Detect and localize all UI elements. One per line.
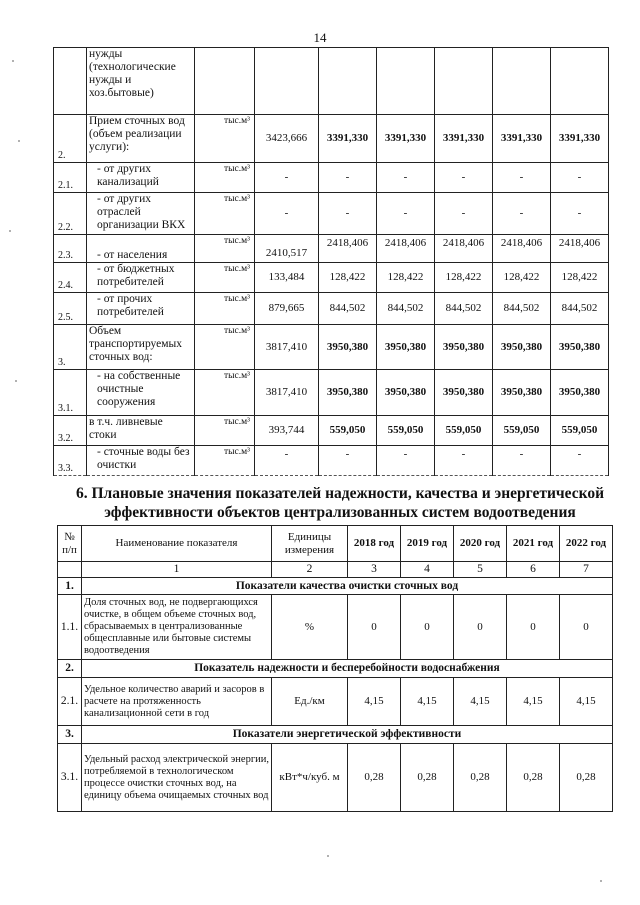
value-cell: -: [493, 163, 551, 193]
value-cell: 0: [507, 595, 560, 660]
indicator-unit: %: [272, 595, 348, 660]
row-number: 2.1.: [58, 678, 82, 726]
section-row: [58, 726, 613, 744]
row-name: - сточные воды без очистки: [87, 446, 195, 476]
value-cell: -: [435, 193, 493, 235]
value-cell: 559,050: [551, 416, 609, 446]
value-cell: 3950,380: [435, 370, 493, 416]
table-row: [54, 293, 609, 325]
value-cell: [493, 48, 551, 115]
value-cell: -: [551, 193, 609, 235]
value-cell: 128,422: [551, 263, 609, 293]
row-number: 2.3.: [54, 235, 87, 263]
value-cell: 3817,410: [255, 370, 319, 416]
column-number: [58, 562, 82, 578]
value-cell: 2418,406: [493, 235, 551, 263]
table-row: [54, 446, 609, 476]
header-year: 2021 год: [507, 526, 560, 562]
row-name: - от других отраслей организации ВКХ: [87, 193, 195, 235]
row-unit: тыс.м³: [195, 370, 255, 416]
value-cell: -: [551, 163, 609, 193]
row-number: 3.1.: [58, 744, 82, 812]
value-cell: 133,484: [255, 263, 319, 293]
value-cell: -: [255, 163, 319, 193]
wastewater-volume-table: [53, 47, 609, 476]
value-cell: [551, 48, 609, 115]
value-cell: 2418,406: [551, 235, 609, 263]
section-heading: Показатели качества очистки сточных вод: [82, 578, 613, 595]
value-cell: 3950,380: [493, 325, 551, 370]
table-row: [54, 416, 609, 446]
scan-speck: [327, 855, 329, 857]
value-cell: 3950,380: [551, 370, 609, 416]
column-number: 2: [272, 562, 348, 578]
row-number: 2.2.: [54, 193, 87, 235]
row-name: - от населения: [87, 235, 195, 263]
value-cell: 0: [454, 595, 507, 660]
indicator-unit: кВт*ч/куб. м: [272, 744, 348, 812]
header-year: 2022 год: [560, 526, 613, 562]
row-number: 3.2.: [54, 416, 87, 446]
value-cell: 128,422: [377, 263, 435, 293]
value-cell: 0,28: [401, 744, 454, 812]
row-name: Объем транспортируемых сточных вод:: [87, 325, 195, 370]
value-cell: 0: [401, 595, 454, 660]
value-cell: -: [319, 446, 377, 476]
value-cell: 0,28: [560, 744, 613, 812]
value-cell: 0,28: [454, 744, 507, 812]
page-number: 14: [313, 30, 327, 45]
value-cell: -: [255, 446, 319, 476]
row-unit: тыс.м³: [195, 115, 255, 163]
value-cell: 3817,410: [255, 325, 319, 370]
value-cell: -: [435, 446, 493, 476]
value-cell: -: [493, 193, 551, 235]
header-unit: Единицы измерения: [272, 526, 348, 562]
section-heading: Показатель надежности и бесперебойности водоснабжения: [82, 660, 613, 678]
value-cell: 559,050: [493, 416, 551, 446]
value-cell: 4,15: [507, 678, 560, 726]
row-name: - от бюджетных потребителей: [87, 263, 195, 293]
value-cell: -: [377, 446, 435, 476]
column-number: 6: [507, 562, 560, 578]
value-cell: 2418,406: [319, 235, 377, 263]
value-cell: 844,502: [493, 293, 551, 325]
row-unit: тыс.м³: [195, 325, 255, 370]
header-year: 2018 год: [348, 526, 401, 562]
value-cell: 2410,517: [255, 235, 319, 263]
table-row: [54, 235, 609, 263]
indicators-table: [57, 525, 613, 812]
row-unit: тыс.м³: [195, 293, 255, 325]
value-cell: 3950,380: [377, 370, 435, 416]
value-cell: -: [435, 163, 493, 193]
value-cell: [377, 48, 435, 115]
value-cell: 2418,406: [377, 235, 435, 263]
value-cell: 2418,406: [435, 235, 493, 263]
row-number: 2.4.: [54, 263, 87, 293]
row-name: - на собственные очистные сооружения: [87, 370, 195, 416]
table-row: [54, 115, 609, 163]
row-number: 2.1.: [54, 163, 87, 193]
row-number: [54, 48, 87, 115]
indicator-unit: Ед./км: [272, 678, 348, 726]
row-unit: тыс.м³: [195, 263, 255, 293]
value-cell: 0,28: [507, 744, 560, 812]
table-row: [54, 370, 609, 416]
value-cell: 393,744: [255, 416, 319, 446]
table-row: [54, 325, 609, 370]
row-unit: тыс.м³: [195, 235, 255, 263]
indicator-name: Доля сточных вод, не подвергающихся очистке, в общем объеме сточных вод, сбрасываемых в централизованные общесплавные или бытовые системы водоотведения: [82, 595, 272, 660]
value-cell: 0: [560, 595, 613, 660]
table-row: [58, 678, 613, 726]
value-cell: -: [551, 446, 609, 476]
table-row: [58, 744, 613, 812]
header-year: 2020 год: [454, 526, 507, 562]
value-cell: 3950,380: [551, 325, 609, 370]
value-cell: -: [319, 163, 377, 193]
value-cell: 3391,330: [377, 115, 435, 163]
value-cell: 3950,380: [319, 325, 377, 370]
value-cell: 3950,380: [319, 370, 377, 416]
row-unit: тыс.м³: [195, 193, 255, 235]
section-title: 6. Плановые значения показателей надежности, качества и энергетической эффективности объектов централизованных систем водоотведения: [75, 485, 605, 521]
row-name: нужды (технологические нужды и хоз.бытовые): [87, 48, 195, 115]
table-row: [54, 193, 609, 235]
value-cell: 3391,330: [319, 115, 377, 163]
row-number: 3.3.: [54, 446, 87, 476]
value-cell: 3391,330: [551, 115, 609, 163]
value-cell: -: [493, 446, 551, 476]
column-number: 3: [348, 562, 401, 578]
column-number: 5: [454, 562, 507, 578]
scan-speck: [12, 60, 14, 62]
table-row: [58, 595, 613, 660]
value-cell: 4,15: [348, 678, 401, 726]
header-num: № п/п: [58, 526, 82, 562]
value-cell: -: [255, 193, 319, 235]
row-number: 3.1.: [54, 370, 87, 416]
value-cell: 559,050: [435, 416, 493, 446]
value-cell: 844,502: [377, 293, 435, 325]
value-cell: [319, 48, 377, 115]
value-cell: 3423,666: [255, 115, 319, 163]
scan-speck: [600, 880, 602, 882]
row-name: - от прочих потребителей: [87, 293, 195, 325]
section-row: [58, 578, 613, 595]
row-name: Прием сточных вод (объем реализации услуги):: [87, 115, 195, 163]
value-cell: -: [377, 163, 435, 193]
row-number: 3.: [54, 325, 87, 370]
value-cell: 3391,330: [435, 115, 493, 163]
section-number: 2.: [58, 660, 82, 678]
row-name: - от других канализаций: [87, 163, 195, 193]
row-unit: тыс.м³: [195, 163, 255, 193]
row-number: 1.1.: [58, 595, 82, 660]
header-row: [58, 526, 613, 562]
scan-speck: [9, 230, 11, 232]
table-row: [54, 263, 609, 293]
scan-speck: [18, 140, 20, 142]
section-heading: Показатели энергетической эффективности: [82, 726, 613, 744]
section-number: 3.: [58, 726, 82, 744]
value-cell: -: [319, 193, 377, 235]
value-cell: 4,15: [560, 678, 613, 726]
header-name: Наименование показателя: [82, 526, 272, 562]
value-cell: [435, 48, 493, 115]
value-cell: 559,050: [319, 416, 377, 446]
value-cell: 3950,380: [435, 325, 493, 370]
value-cell: 4,15: [401, 678, 454, 726]
value-cell: 3950,380: [377, 325, 435, 370]
row-unit: тыс.м³: [195, 446, 255, 476]
value-cell: 844,502: [435, 293, 493, 325]
value-cell: 0: [348, 595, 401, 660]
value-cell: 0,28: [348, 744, 401, 812]
section-row: [58, 660, 613, 678]
value-cell: 879,665: [255, 293, 319, 325]
column-number: 4: [401, 562, 454, 578]
value-cell: 128,422: [435, 263, 493, 293]
row-number: 2.: [54, 115, 87, 163]
column-number: 1: [82, 562, 272, 578]
indicator-name: Удельное количество аварий и засоров в расчете на протяженность канализационной сети в год: [82, 678, 272, 726]
header-year: 2019 год: [401, 526, 454, 562]
value-cell: 844,502: [319, 293, 377, 325]
column-number: 7: [560, 562, 613, 578]
row-name: в т.ч. ливневые стоки: [87, 416, 195, 446]
value-cell: 844,502: [551, 293, 609, 325]
value-cell: 4,15: [454, 678, 507, 726]
value-cell: 559,050: [377, 416, 435, 446]
indicator-name: Удельный расход электрической энергии, потребляемой в технологическом процессе очистки сточных вод, на единицу объема очищаемых сточных вод: [82, 744, 272, 812]
value-cell: 3950,380: [493, 370, 551, 416]
value-cell: [255, 48, 319, 115]
row-number: 2.5.: [54, 293, 87, 325]
value-cell: 3391,330: [493, 115, 551, 163]
table-row: [54, 48, 609, 115]
row-unit: тыс.м³: [195, 416, 255, 446]
row-unit: [195, 48, 255, 115]
value-cell: 128,422: [493, 263, 551, 293]
table-row: [54, 163, 609, 193]
value-cell: -: [377, 193, 435, 235]
value-cell: 128,422: [319, 263, 377, 293]
column-number-row: [58, 562, 613, 578]
scan-speck: [15, 380, 17, 382]
section-number: 1.: [58, 578, 82, 595]
